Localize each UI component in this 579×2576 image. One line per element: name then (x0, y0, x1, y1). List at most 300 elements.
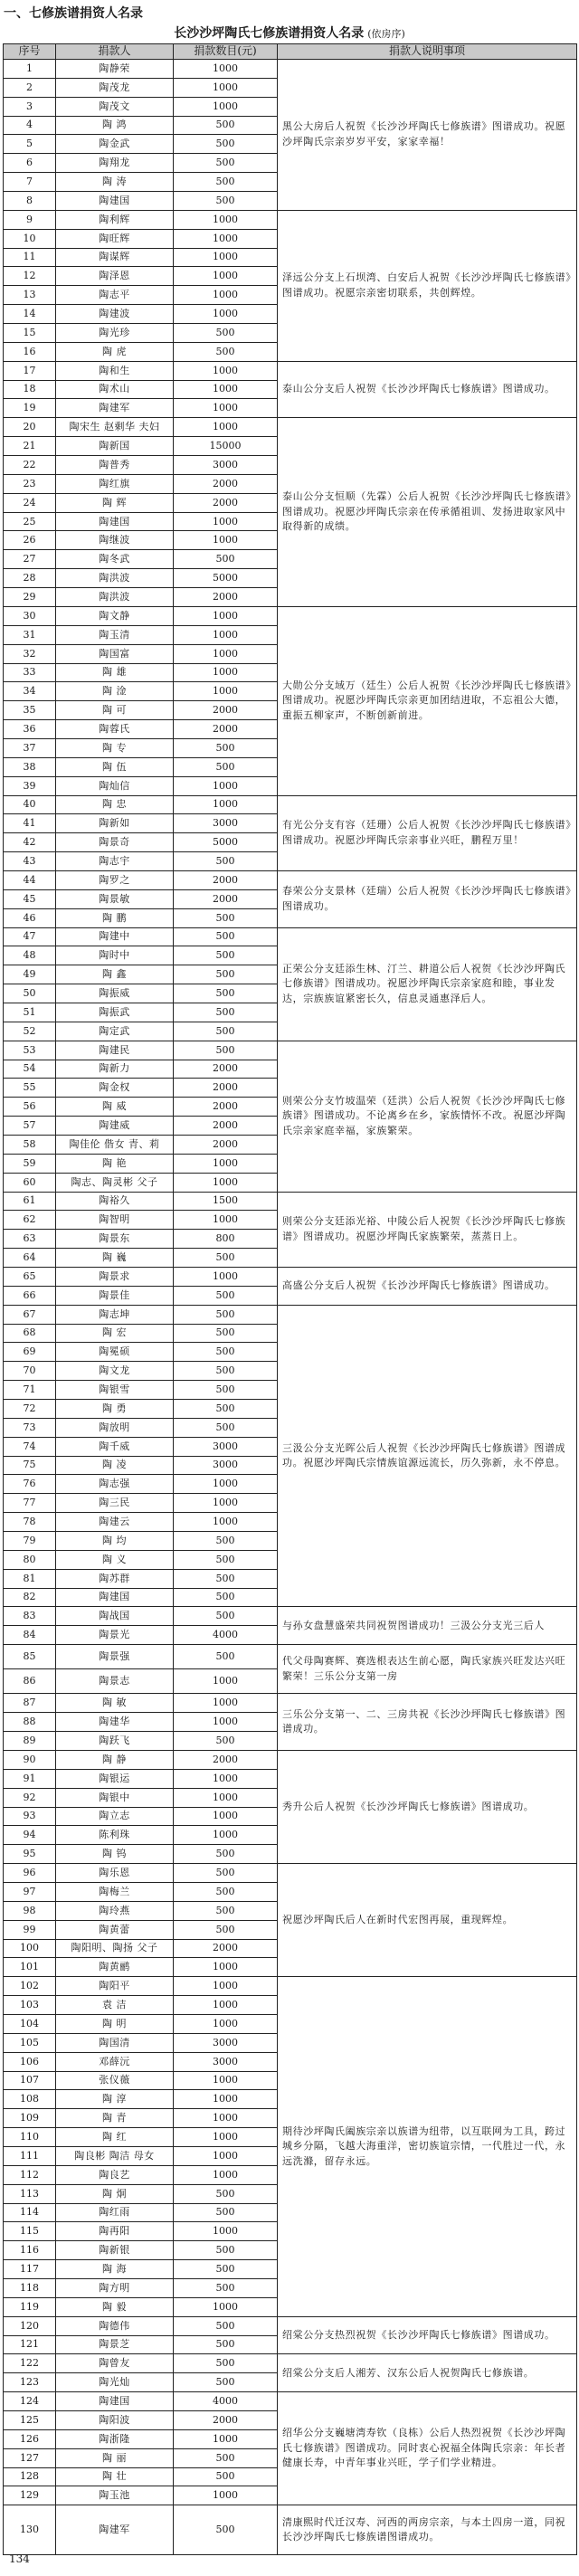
table-row (4, 2505, 577, 2555)
seq-cell: 21 (4, 437, 56, 456)
remark-cell: 三乐公分支第一、二、三房共祝《长沙沙坪陶氏七修族谱》图谱成功。 (278, 1694, 577, 1751)
seq-cell: 98 (4, 1901, 56, 1920)
amount-cell: 2000 (174, 474, 278, 493)
seq-cell: 32 (4, 644, 56, 663)
amount-cell: 500 (174, 192, 278, 211)
header-remark: 捐款人说明事项 (278, 44, 577, 60)
amount-cell: 1000 (174, 1977, 278, 1996)
seq-cell: 51 (4, 1003, 56, 1022)
amount-cell: 500 (174, 2373, 278, 2392)
donor-cell: 陈利珠 (56, 1826, 174, 1845)
donor-cell: 陶银运 (56, 1769, 174, 1788)
table-row (4, 361, 577, 380)
amount-cell: 1000 (174, 1769, 278, 1788)
seq-cell: 111 (4, 2146, 56, 2165)
seq-cell: 38 (4, 757, 56, 776)
table-row (4, 870, 577, 889)
donor-cell: 陶志宇 (56, 852, 174, 871)
seq-cell: 124 (4, 2392, 56, 2411)
seq-cell: 44 (4, 870, 56, 889)
donor-cell: 陶战国 (56, 1607, 174, 1626)
donor-cell: 陶景东 (56, 1230, 174, 1249)
amount-cell: 1000 (174, 1807, 278, 1826)
seq-cell: 4 (4, 116, 56, 135)
donor-cell: 陶阳明、陶扬 父子 (56, 1939, 174, 1958)
table-row (4, 927, 577, 946)
seq-cell: 28 (4, 569, 56, 588)
seq-cell: 93 (4, 1807, 56, 1826)
amount-cell: 2000 (174, 1750, 278, 1769)
donor-cell: 陶旺辉 (56, 229, 174, 248)
amount-cell: 1000 (174, 1694, 278, 1713)
donor-cell: 陶文静 (56, 606, 174, 625)
amount-cell: 2000 (174, 1939, 278, 1958)
donor-cell: 陶建国 (56, 512, 174, 531)
donor-cell: 陶术山 (56, 380, 174, 399)
amount-cell: 1000 (174, 97, 278, 116)
seq-cell: 110 (4, 2128, 56, 2147)
donor-cell: 陶建国 (56, 1588, 174, 1607)
amount-cell: 1000 (174, 2014, 278, 2033)
amount-cell: 2000 (174, 588, 278, 607)
amount-cell: 500 (174, 2241, 278, 2260)
amount-cell: 1000 (174, 776, 278, 795)
amount-cell: 500 (174, 154, 278, 173)
seq-cell: 80 (4, 1550, 56, 1569)
seq-cell: 29 (4, 588, 56, 607)
donor-cell: 陶乐恩 (56, 1864, 174, 1883)
amount-cell: 500 (174, 1920, 278, 1939)
donor-cell: 陶银中 (56, 1788, 174, 1807)
seq-cell: 34 (4, 682, 56, 701)
seq-cell: 82 (4, 1588, 56, 1607)
table-row (4, 2354, 577, 2373)
donor-cell: 陶继波 (56, 531, 174, 550)
amount-cell: 500 (174, 2467, 278, 2486)
amount-cell: 500 (174, 1381, 278, 1400)
seq-cell: 118 (4, 2278, 56, 2297)
seq-cell: 64 (4, 1249, 56, 1268)
donor-cell: 陶再阳 (56, 2222, 174, 2241)
donor-cell: 陶景求 (56, 1268, 174, 1287)
donor-cell: 陶 义 (56, 1550, 174, 1569)
amount-cell: 2000 (174, 493, 278, 512)
seq-cell: 128 (4, 2467, 56, 2486)
amount-cell: 3000 (174, 2033, 278, 2052)
donor-cell: 陶苏群 (56, 1569, 174, 1588)
seq-cell: 52 (4, 1022, 56, 1041)
donor-cell: 陶志坤 (56, 1305, 174, 1324)
remark-cell: 泰山公分支恒顺（先霖）公后人祝贺《长沙沙坪陶氏七修族谱》图谱成功。祝愿沙坪陶氏宗亲在传承循祖训、发扬进取家风中取得新的成绩。 (278, 418, 577, 607)
donor-cell: 陶 虎 (56, 342, 174, 361)
amount-cell: 1000 (174, 1713, 278, 1732)
seq-cell: 114 (4, 2203, 56, 2222)
amount-cell: 500 (174, 342, 278, 361)
seq-cell: 46 (4, 908, 56, 927)
amount-cell: 500 (174, 965, 278, 984)
donor-cell: 陶 鸿 (56, 116, 174, 135)
donor-cell: 陶阳波 (56, 2411, 174, 2430)
seq-cell: 17 (4, 361, 56, 380)
amount-cell: 500 (174, 738, 278, 757)
amount-cell: 500 (174, 2316, 278, 2335)
remark-cell: 秀升公后人祝贺《长沙沙坪陶氏七修族谱》图谱成功。 (278, 1750, 577, 1863)
remark-cell: 清康熙时代迁汉寿、河西的两房宗亲，与本土四房一道，同祝长沙沙坪陶氏七修族谱图谱成功。 (278, 2505, 577, 2555)
amount-cell: 500 (174, 2278, 278, 2297)
amount-cell: 500 (174, 927, 278, 946)
donor-cell: 陶 雄 (56, 663, 174, 682)
amount-cell: 1000 (174, 2486, 278, 2505)
remark-cell: 与孙女盘慧盛荣共同祝贺图谱成功！三汲公分支光三后人 (278, 1607, 577, 1645)
remark-cell: 期待沙坪陶氏阖族宗亲以族谱为纽带，以互联网为工具，跨过城乡分隔，飞越大海重洋，密切族谊宗情，一代胜过一代，永远洗滌，留存永远。 (278, 1977, 577, 2316)
donor-cell: 陶红旗 (56, 474, 174, 493)
seq-cell: 50 (4, 984, 56, 1003)
amount-cell: 1000 (174, 2165, 278, 2184)
donor-cell: 陶时中 (56, 946, 174, 965)
amount-cell: 1000 (174, 2222, 278, 2241)
amount-cell: 1000 (174, 2109, 278, 2128)
amount-cell: 2000 (174, 2411, 278, 2430)
seq-cell: 88 (4, 1713, 56, 1732)
seq-cell: 101 (4, 1958, 56, 1977)
remark-cell: 有光公分支有容（廷珊）公后人祝贺《长沙沙坪陶氏七修族谱》图谱成功。祝愿沙坪陶氏宗亲事业兴旺，鹏程万里！ (278, 795, 577, 870)
donor-cell: 陶佳伦 偕女 青、莉 (56, 1135, 174, 1154)
donor-cell: 陶 伍 (56, 757, 174, 776)
donor-cell: 陶志强 (56, 1475, 174, 1494)
table-row (4, 2392, 577, 2411)
seq-cell: 126 (4, 2429, 56, 2448)
amount-cell: 1000 (174, 1669, 278, 1694)
donor-cell: 张仪薇 (56, 2071, 174, 2090)
amount-cell: 500 (174, 1532, 278, 1551)
donor-cell: 陶 鹏 (56, 908, 174, 927)
title-note: (依房序) (367, 28, 405, 40)
table-row (4, 1694, 577, 1713)
donor-cell: 陶振威 (56, 984, 174, 1003)
amount-cell: 500 (174, 1882, 278, 1901)
donor-cell: 陶泽恩 (56, 267, 174, 286)
amount-cell: 1000 (174, 1958, 278, 1977)
donor-cell: 陶冕硕 (56, 1343, 174, 1362)
amount-cell: 500 (174, 1362, 278, 1381)
seq-cell: 26 (4, 531, 56, 550)
amount-cell: 2000 (174, 720, 278, 739)
amount-cell: 1000 (174, 625, 278, 644)
amount-cell: 15000 (174, 437, 278, 456)
donor-cell: 陶红雨 (56, 2203, 174, 2222)
remark-cell: 泰山公分支后人祝贺《长沙沙坪陶氏七修族谱》图谱成功。 (278, 361, 577, 418)
seq-cell: 2 (4, 78, 56, 97)
amount-cell: 1000 (174, 1788, 278, 1807)
seq-cell: 89 (4, 1732, 56, 1751)
seq-cell: 69 (4, 1343, 56, 1362)
amount-cell: 1000 (174, 305, 278, 324)
seq-cell: 97 (4, 1882, 56, 1901)
page-number: 134 (9, 2552, 30, 2565)
donor-cell: 陶 青 (56, 2109, 174, 2128)
seq-cell: 129 (4, 2486, 56, 2505)
seq-cell: 107 (4, 2071, 56, 2090)
remark-cell: 则荣公分支竹坡温荣（廷洪）公后人祝贺《长沙沙坪陶氏七修族谱》图谱成功。不论离乡在乡，家族情怀不改。祝愿沙坪陶氏宗亲家庭幸福，家族繁荣。 (278, 1041, 577, 1192)
amount-cell: 1000 (174, 399, 278, 418)
seq-cell: 40 (4, 795, 56, 814)
seq-cell: 79 (4, 1532, 56, 1551)
seq-cell: 115 (4, 2222, 56, 2241)
amount-cell: 500 (174, 1343, 278, 1362)
seq-cell: 72 (4, 1400, 56, 1419)
amount-cell: 4000 (174, 2392, 278, 2411)
donor-cell: 陶 忠 (56, 795, 174, 814)
seq-cell: 103 (4, 1996, 56, 2015)
seq-cell: 9 (4, 210, 56, 229)
amount-cell: 1000 (174, 2297, 278, 2316)
donor-cell: 陶 炯 (56, 2184, 174, 2203)
amount-cell: 1000 (174, 229, 278, 248)
amount-cell: 500 (174, 1845, 278, 1864)
donor-cell: 陶 鑫 (56, 965, 174, 984)
amount-cell: 500 (174, 1305, 278, 1324)
donor-cell: 袁 洁 (56, 1996, 174, 2015)
donor-cell: 陶放明 (56, 1418, 174, 1437)
donor-cell: 陶景敏 (56, 889, 174, 908)
amount-cell: 1000 (174, 1996, 278, 2015)
donor-table (3, 43, 577, 2555)
donor-cell: 陶冬武 (56, 550, 174, 569)
seq-cell: 37 (4, 738, 56, 757)
remark-cell: 绍棠公分支后人湘芳、汉东公后人祝贺陶氏七修族谱。 (278, 2354, 577, 2392)
donor-cell: 陶志平 (56, 286, 174, 305)
amount-cell: 500 (174, 1588, 278, 1607)
amount-cell: 500 (174, 1645, 278, 1669)
donor-cell: 陶翔龙 (56, 154, 174, 173)
amount-cell: 500 (174, 984, 278, 1003)
donor-cell: 陶 静 (56, 1750, 174, 1769)
seq-cell: 77 (4, 1494, 56, 1513)
seq-cell: 6 (4, 154, 56, 173)
donor-cell: 陶梅兰 (56, 1882, 174, 1901)
donor-cell: 陶茂龙 (56, 78, 174, 97)
seq-cell: 104 (4, 2014, 56, 2033)
seq-cell: 20 (4, 418, 56, 437)
donor-cell: 陶智明 (56, 1211, 174, 1230)
amount-cell: 500 (174, 173, 278, 192)
amount-cell: 1000 (174, 78, 278, 97)
header-amount: 捐款数目(元) (174, 44, 278, 60)
remark-cell: 绍华公分支巍塘湾寿钦（良栋）公后人热烈祝贺《长沙沙坪陶氏七修族谱》图谱成功。同时衷心祝福全体陶氏宗亲：年长者健康长寿，中青年事业兴旺，学子们学业精进。 (278, 2392, 577, 2505)
amount-cell: 500 (174, 852, 278, 871)
table-row (4, 2316, 577, 2335)
seq-cell: 74 (4, 1437, 56, 1456)
donor-cell: 陶建国 (56, 192, 174, 211)
donor-cell: 陶浙隆 (56, 2429, 174, 2448)
seq-cell: 116 (4, 2241, 56, 2260)
donor-cell: 陶良彬 陶洁 母女 (56, 2146, 174, 2165)
donor-cell: 陶跃飞 (56, 1732, 174, 1751)
amount-cell: 500 (174, 1324, 278, 1343)
seq-cell: 13 (4, 286, 56, 305)
amount-cell: 3000 (174, 2052, 278, 2071)
seq-cell: 55 (4, 1079, 56, 1098)
donor-cell: 陶景志 (56, 1669, 174, 1694)
donor-cell: 陶 可 (56, 701, 174, 720)
seq-cell: 92 (4, 1788, 56, 1807)
table-row (4, 1864, 577, 1883)
seq-cell: 22 (4, 456, 56, 475)
donor-cell: 陶国富 (56, 644, 174, 663)
table-row (4, 1192, 577, 1211)
donor-cell: 陶 海 (56, 2260, 174, 2279)
donor-cell: 陶方明 (56, 2278, 174, 2297)
amount-cell: 500 (174, 1003, 278, 1022)
seq-cell: 78 (4, 1513, 56, 1532)
donor-cell: 陶新国 (56, 437, 174, 456)
donor-cell: 陶金权 (56, 1079, 174, 1098)
seq-cell: 67 (4, 1305, 56, 1324)
amount-cell: 1000 (174, 1475, 278, 1494)
remark-cell: 春荣公分支景林（廷瑞）公后人祝贺《长沙沙坪陶氏七修族谱》图谱成功。 (278, 870, 577, 927)
seq-cell: 41 (4, 814, 56, 833)
table-header-row (4, 44, 577, 60)
amount-cell: 3000 (174, 1437, 278, 1456)
donor-cell: 陶宋生 赵剩华 夫妇 (56, 418, 174, 437)
seq-cell: 130 (4, 2505, 56, 2555)
donor-cell: 陶曾友 (56, 2354, 174, 2373)
donor-cell: 陶 巍 (56, 1249, 174, 1268)
amount-cell: 2000 (174, 1135, 278, 1154)
donor-cell: 陶 均 (56, 1532, 174, 1551)
remark-cell: 则荣公分支廷添光裕、中陵公后人祝贺《长沙沙坪陶氏七修族谱》图谱成功。祝愿沙坪陶氏家族繁荣，蒸蒸日上。 (278, 1192, 577, 1267)
donor-cell: 陶蓉氏 (56, 720, 174, 739)
amount-cell: 1000 (174, 795, 278, 814)
amount-cell: 1000 (174, 248, 278, 267)
amount-cell: 1000 (174, 1154, 278, 1173)
table-row (4, 418, 577, 437)
seq-cell: 71 (4, 1381, 56, 1400)
table-body (4, 60, 577, 2555)
donor-cell: 陶新银 (56, 2241, 174, 2260)
donor-cell: 陶景奇 (56, 833, 174, 852)
amount-cell: 2000 (174, 1079, 278, 1098)
amount-cell: 1000 (174, 644, 278, 663)
amount-cell: 1000 (174, 2071, 278, 2090)
donor-cell: 陶建波 (56, 305, 174, 324)
donor-cell: 陶建国 (56, 2392, 174, 2411)
donor-cell: 陶洪波 (56, 588, 174, 607)
seq-cell: 54 (4, 1060, 56, 1079)
seq-cell: 15 (4, 324, 56, 343)
table-row (4, 1607, 577, 1626)
seq-cell: 1 (4, 60, 56, 79)
amount-cell: 1000 (174, 1494, 278, 1513)
amount-cell: 500 (174, 1041, 278, 1060)
donor-cell: 陶景佳 (56, 1286, 174, 1305)
seq-cell: 121 (4, 2335, 56, 2354)
donor-cell: 陶建威 (56, 1117, 174, 1136)
seq-cell: 27 (4, 550, 56, 569)
seq-cell: 86 (4, 1669, 56, 1694)
amount-cell: 1000 (174, 361, 278, 380)
donor-cell: 陶 凌 (56, 1456, 174, 1475)
seq-cell: 87 (4, 1694, 56, 1713)
donor-cell: 陶新如 (56, 814, 174, 833)
donor-cell: 陶 壮 (56, 2467, 174, 2486)
seq-cell: 59 (4, 1154, 56, 1173)
seq-cell: 99 (4, 1920, 56, 1939)
seq-cell: 66 (4, 1286, 56, 1305)
amount-cell: 1000 (174, 267, 278, 286)
donor-cell: 陶景光 (56, 1626, 174, 1645)
table-row (4, 60, 577, 79)
donor-cell: 陶 专 (56, 738, 174, 757)
amount-cell: 500 (174, 1732, 278, 1751)
amount-cell: 500 (174, 1607, 278, 1626)
amount-cell: 1500 (174, 1192, 278, 1211)
donor-cell: 邓薛沅 (56, 2052, 174, 2071)
amount-cell: 1000 (174, 418, 278, 437)
seq-cell: 65 (4, 1268, 56, 1287)
amount-cell: 1000 (174, 1268, 278, 1287)
seq-cell: 8 (4, 192, 56, 211)
amount-cell: 2000 (174, 701, 278, 720)
seq-cell: 45 (4, 889, 56, 908)
seq-cell: 16 (4, 342, 56, 361)
amount-cell: 500 (174, 1550, 278, 1569)
amount-cell: 500 (174, 116, 278, 135)
donor-cell: 陶振武 (56, 1003, 174, 1022)
seq-cell: 85 (4, 1645, 56, 1669)
table-row (4, 1305, 577, 1324)
amount-cell: 1000 (174, 1173, 278, 1192)
seq-cell: 83 (4, 1607, 56, 1626)
amount-cell: 500 (174, 2505, 278, 2555)
donor-cell: 陶建民 (56, 1041, 174, 1060)
donor-cell: 陶 丽 (56, 2448, 174, 2467)
donor-cell: 陶 明 (56, 2014, 174, 2033)
amount-cell: 1000 (174, 531, 278, 550)
amount-cell: 3000 (174, 1456, 278, 1475)
amount-cell: 1000 (174, 1826, 278, 1845)
donor-cell: 陶 红 (56, 2128, 174, 2147)
title-text: 长沙沙坪陶氏七修族谱捐资人名录 (174, 26, 365, 41)
amount-cell: 500 (174, 946, 278, 965)
seq-cell: 76 (4, 1475, 56, 1494)
donor-cell: 陶罗之 (56, 870, 174, 889)
amount-cell: 500 (174, 550, 278, 569)
donor-cell: 陶 辉 (56, 493, 174, 512)
amount-cell: 500 (174, 2184, 278, 2203)
table-title (0, 24, 579, 42)
donor-cell: 陶良艺 (56, 2165, 174, 2184)
amount-cell: 500 (174, 1400, 278, 1419)
seq-cell: 39 (4, 776, 56, 795)
amount-cell: 500 (174, 1286, 278, 1305)
seq-cell: 42 (4, 833, 56, 852)
donor-cell: 陶和生 (56, 361, 174, 380)
table-row (4, 1041, 577, 1060)
donor-cell: 陶灿信 (56, 776, 174, 795)
seq-cell: 73 (4, 1418, 56, 1437)
amount-cell: 3000 (174, 814, 278, 833)
remark-cell: 绍棠公分支热烈祝贺《长沙沙坪陶氏七修族谱》图谱成功。 (278, 2316, 577, 2354)
seq-cell: 36 (4, 720, 56, 739)
seq-cell: 5 (4, 135, 56, 154)
amount-cell: 3000 (174, 456, 278, 475)
header-seq: 序号 (4, 44, 56, 60)
amount-cell: 500 (174, 2354, 278, 2373)
seq-cell: 56 (4, 1098, 56, 1117)
donor-cell: 陶黄蕾 (56, 1920, 174, 1939)
donor-cell: 陶光珍 (56, 324, 174, 343)
